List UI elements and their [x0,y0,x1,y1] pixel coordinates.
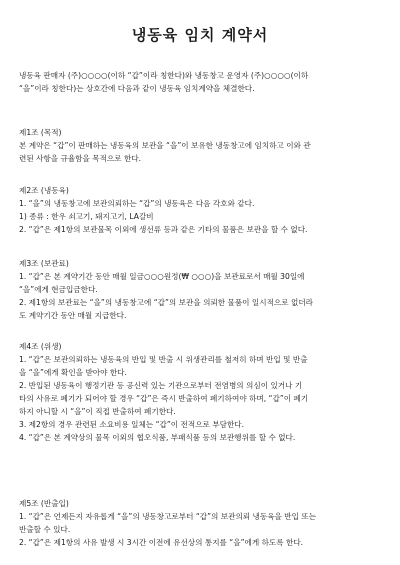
article-heading: 제1조 (목적) [19,128,62,137]
article-line: 1. “갑”은 보관의뢰하는 냉동육의 반입 및 반출 시 위생관리를 철저히 하며 반입 및 반출 [19,355,308,364]
article-line: 2. 제1항의 보관료는 “을”의 냉동창고에 “갑”의 보관을 의뢰한 물품이 일시적으로 없더라 [19,298,314,307]
article-2 [19,184,384,236]
article-1 [19,126,384,165]
article-line: 련된 사항을 규율함을 목적으로 한다. [19,154,142,163]
article-line: 1) 종류 : 한우 쇠고기, 돼지고기, LA갈비 [19,212,154,221]
intro-paragraph [19,69,384,95]
article-line: 2. 반입된 냉동육이 행정기관 등 공신력 있는 기관으로부터 전염병의 의심이 있거나 기 [19,381,303,390]
article-line: 본 계약은 “갑”이 판매하는 냉동육의 보관을 “을”이 보유한 냉동창고에 임치하고 이와 관 [19,141,311,150]
article-line: “을”에게 현금입금한다. [19,285,98,294]
article-heading: 제3조 (보관료) [19,259,69,268]
article-line: 1. “갑”은 언제든지 자유롭게 “을”의 냉동창고로부터 “갑”의 보관의뢰 냉동육을 반입 또는 [19,512,317,521]
article-line: 을 “을”에게 확인을 받아야 한다. [19,368,127,377]
article-line: 도 계약기간 동안 매월 지급한다. [19,311,127,320]
article-line: 반출할 수 있다. [19,525,71,534]
article-4 [19,340,384,444]
article-line: 2. “갑”은 제1항의 보관물목 이외에 생선류 등과 같은 기타의 물품은 보관을 할 수 없다. [19,225,308,234]
intro-line: “을”이라 칭한다)는 상호간에 다음과 같이 냉동육 임치계약을 체결한다. [19,84,255,93]
article-line: 1. “을”의 냉동창고에 보관의뢰하는 “갑”의 냉동육은 다음 각호와 같다. [19,199,255,208]
article-5 [19,497,384,549]
article-line: 하지 아니할 시 “을”이 직접 반출하여 폐기한다. [19,407,176,416]
article-heading: 제5조 (반출입) [19,499,69,508]
article-heading: 제4조 (위생) [19,342,62,351]
article-line: 타의 사유로 폐기가 되어야 할 경우 “갑”은 즉시 반출하여 폐기하여야 하며, “갑”이 폐기 [19,394,309,403]
document-title: 냉동육 임치 계약서 [131,26,269,44]
article-line: 2. “갑”은 제1항의 사유 발생 시 3시간 이전에 유선상의 통지를 “을”에게 하도록 한다. [19,538,304,547]
article-heading: 제2조 (냉동육) [19,186,69,195]
intro-line: 냉동육 판매자 (주)○○○○(이하 “갑”이라 칭한다)와 냉동창고 운영자 (주)○○○○(이하 [19,71,309,80]
article-line: 3. 제2항의 경우 관련된 소요비용 일체는 “갑”이 전적으로 부담한다. [19,420,245,429]
article-3 [19,257,384,322]
article-line: 1. “갑”은 본 계약기간 동안 매월 일금○○○원정(₩ ○○○)을 보관료로서 매월 30일에 [19,272,305,281]
article-line: 4. “갑”은 본 계약상의 물목 이외의 협오식품, 부패식품 등의 보관행위를 할 수 없다. [19,433,296,442]
